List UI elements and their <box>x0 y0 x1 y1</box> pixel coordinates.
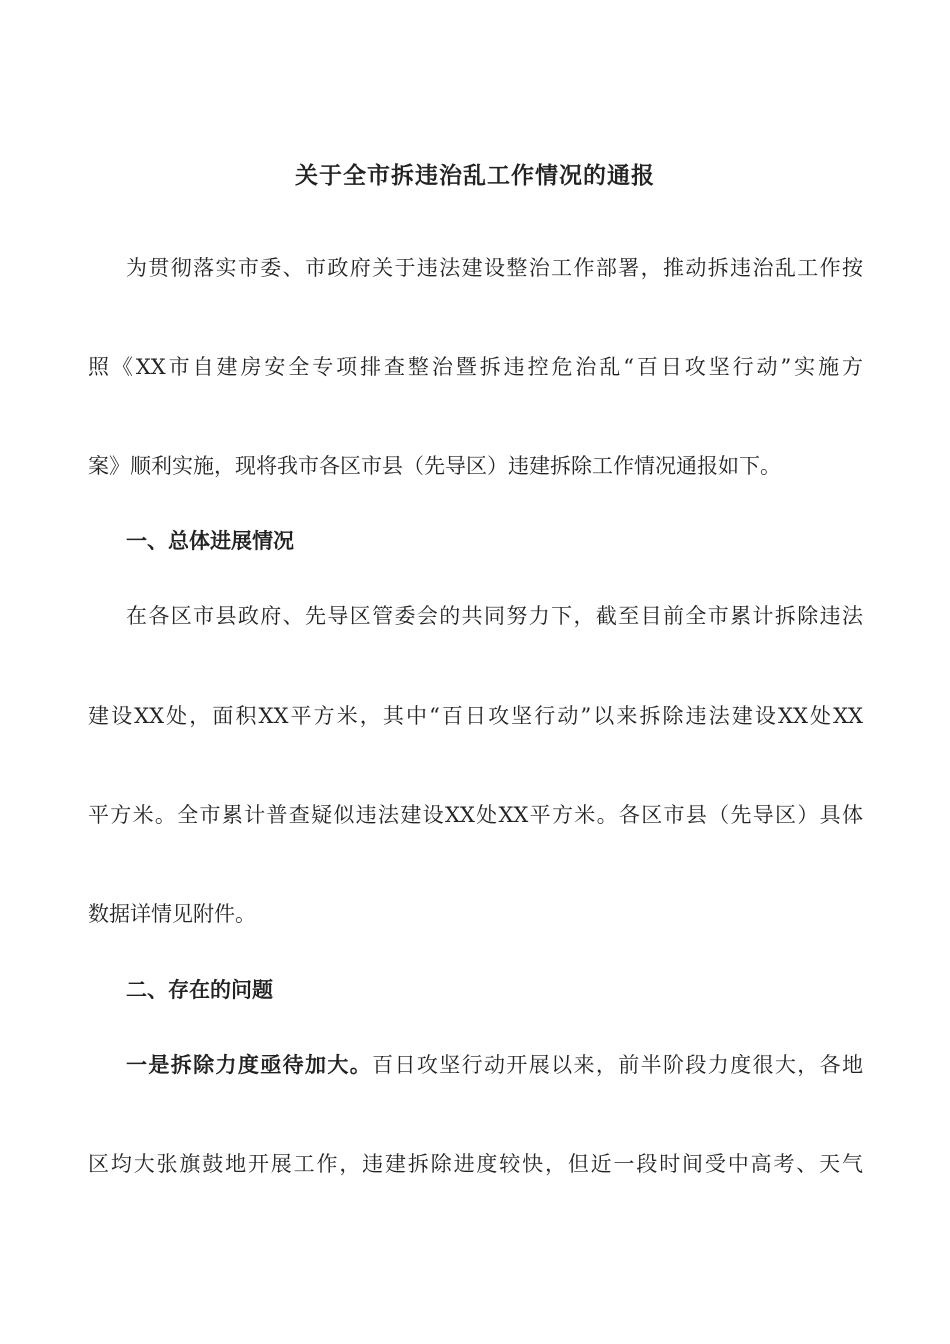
point1-text: 百日攻坚行动开展以来，前半阶段力度很大，各地 <box>372 1053 863 1077</box>
intro-line-1: 为贯彻落实市委、市政府关于违法建设整治工作部署，推动拆违治乱工作按 <box>126 256 863 280</box>
intro-line-3: 案》顺利实施，现将我市各区市县（先导区）违建拆除工作情况通报如下。 <box>88 454 781 478</box>
section1-line-4: 数据详情见附件。 <box>88 902 256 926</box>
section2-line-2: 区均大张旗鼓地开展工作，违建拆除进度较快，但近一段时间受中高考、天气 <box>88 1152 863 1176</box>
section1-line-1: 在各区市县政府、先导区管委会的共同努力下，截至目前全市累计拆除违法 <box>126 604 863 628</box>
section1-line-3: 平方米。全市累计普查疑似违法建设XX处XX平方米。各区市县（先导区）具体 <box>88 803 863 827</box>
point1-lead: 一是拆除力度亟待加大。 <box>126 1052 373 1077</box>
intro-line-2: 照《XX市自建房安全专项排查整治暨拆违控危治乱“百日攻坚行动”实施方 <box>88 355 863 379</box>
section2-line-1 <box>126 1048 863 1082</box>
section2-heading: 二、存在的问题 <box>126 977 273 1002</box>
section1-heading: 一、总体进展情况 <box>126 528 294 553</box>
document-title: 关于全市拆违治乱工作情况的通报 <box>295 162 655 189</box>
section1-line-2: 建设XX处，面积XX平方米，其中“百日攻坚行动”以来拆除违法建设XX处XX <box>88 704 863 728</box>
